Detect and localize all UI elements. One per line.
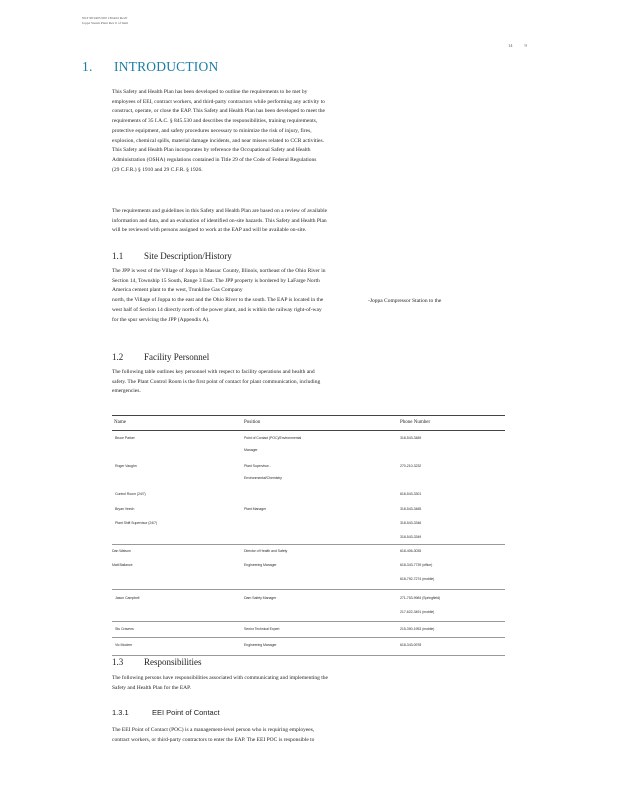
table-cell-position: Senior Technical Expert xyxy=(244,627,280,631)
text-line: north, the Village of Joppa to the east and the Ohio River to the south. The EAP is located in the xyxy=(112,297,324,304)
section-heading-introduction xyxy=(82,59,218,75)
column-header-position: Position xyxy=(244,420,261,425)
section-heading-responsibilities xyxy=(112,657,202,667)
table-cell-phone: 618-543-3301 xyxy=(400,492,422,496)
text-line: This Safety and Health Plan incorporates by reference the Occupational Safety and Health xyxy=(112,147,311,154)
table-cell-phone: 217-622-3491 (mobile) xyxy=(400,610,435,614)
section-number: 1. xyxy=(82,59,93,74)
text-line: Administration (OSHA) regulations contained in Title 29 of the Code of Federal Regulations xyxy=(112,156,317,163)
table-cell-position: Dam Safety Manager xyxy=(244,596,277,600)
text-line: for the spur servicing the JPP (Appendix A). xyxy=(112,316,210,323)
section-title: Facility Personnel xyxy=(144,352,210,362)
text-line: The requirements and guidelines in this Safety and Health Plan are based on a review of available xyxy=(112,208,328,214)
text-line: The JPP is west of the Village of Joppa in Massac County, Illinois, northeast of the Ohio River in xyxy=(112,268,326,274)
table-header xyxy=(112,415,505,431)
table-cell-name: Vic Modeer xyxy=(115,643,133,647)
section-heading-site-description xyxy=(112,251,232,261)
table-bottom-border xyxy=(112,655,505,656)
text-line: Section 14, Township 15 South, Range 3 East. The JPP property is bordered by LaFarge North xyxy=(112,277,320,284)
table-cell-name: Plant Shift Supervisor (24/7) xyxy=(115,521,158,525)
section-title: Responsibilities xyxy=(144,657,202,667)
column-header-name: Name xyxy=(114,420,126,425)
table-cell-name: Bryan Veech xyxy=(115,507,135,511)
table-cell-phone: 618-406-3035 xyxy=(400,549,422,553)
facility-personnel-paragraph xyxy=(112,368,368,397)
table-cell-name: Dan Watson xyxy=(112,549,131,553)
eei-poc-paragraph xyxy=(112,726,368,745)
table-cell-name: Roger Vaughn xyxy=(115,464,137,468)
text-line: The following persons have responsibilities associated with communicating and implementing the xyxy=(112,675,328,681)
section-heading-facility-personnel xyxy=(112,352,209,362)
text-line: America cement plant to the west, Trunkline Gas Company xyxy=(112,287,243,294)
text-line: (29 C.F.R.) § 1910 and 29 C.F.R. § 1926. xyxy=(112,166,203,173)
section-number: 1.3 xyxy=(112,657,124,667)
section-title: Site Description/History xyxy=(144,251,232,261)
text-line: safety. The Plant Control Room is the first point of contact for plant communication, including xyxy=(112,378,321,385)
header-line-2: Joppa Steam Plant Rev 0 of Item xyxy=(82,21,129,25)
text-line: -Joppa Compressor Station to the xyxy=(368,297,442,304)
intro-paragraph-1 xyxy=(112,88,368,175)
text-line: The following table outlines key personnel with respect to facility operations and health and xyxy=(112,369,315,375)
site-description-paragraph xyxy=(112,267,382,325)
table-cell-position: Director of Health and Safety xyxy=(244,549,288,553)
text-line: information and data, and an evaluation of identified on-site hazards. This Safety and Health Plan xyxy=(112,217,327,224)
table-cell-name: Stu Cravens xyxy=(115,627,134,631)
table-row-divider xyxy=(112,637,505,638)
text-line: Safety and Health Plan for the EAP. xyxy=(112,684,191,691)
table-cell-phone: 618-343-0978 xyxy=(400,643,422,647)
table-cell-phone: 318-543-3485 xyxy=(400,507,422,511)
text-line: explosion, chemical spills, material damage incidents, and near misses related to CCR activities. xyxy=(112,137,324,144)
site-description-floating-text xyxy=(368,297,478,307)
table-cell-name: Matt Ballance xyxy=(112,563,133,567)
section-number: 1.1 xyxy=(112,251,124,261)
table-cell-name: Control Room (24/7) xyxy=(115,492,146,496)
running-header xyxy=(82,16,128,26)
table-cell-phone: 618-343-7739 (office) xyxy=(400,563,433,567)
text-line: emergencies. xyxy=(112,388,141,395)
table-cell-phone: 318-543-3489 xyxy=(400,436,422,440)
intro-paragraph-2 xyxy=(112,207,368,236)
page-total: 9 xyxy=(524,43,527,48)
section-title: INTRODUCTION xyxy=(114,59,219,74)
table-cell-phone: 618-792-7274 (mobile) xyxy=(400,577,435,581)
page-number xyxy=(508,43,539,48)
text-line: The EEI Point of Contact (POC) is a management-level person who is requiring employees, xyxy=(112,727,315,733)
table-cell-position: Engineering Manager xyxy=(244,563,277,567)
text-line: construct, operate, or close the EAP. This Safety and Health Plan has been developed to meet the xyxy=(112,108,325,115)
table-cell-phone: 318-543-3349 xyxy=(400,535,422,539)
column-header-phone: Phone Number xyxy=(400,420,431,425)
table-cell-name: Bruce Parker xyxy=(115,436,135,440)
table-row-divider xyxy=(112,589,505,590)
text-line: This Safety and Health Plan has been developed to outline the requirements to be met by xyxy=(112,89,308,95)
personnel-table xyxy=(112,415,505,661)
header-line-1: NLT 98 0405 000 130A02 Rev0 xyxy=(82,16,128,20)
responsibilities-paragraph xyxy=(112,674,368,693)
section-number: 1.2 xyxy=(112,352,124,362)
section-number: 1.3.1 xyxy=(112,708,129,717)
text-line: contract workers, or third-party contractors to enter the EAP. The EEI POC is responsible to xyxy=(112,736,315,743)
table-cell-position: Engineering Manager xyxy=(244,643,277,647)
table-cell-phone: 318-543-3346 xyxy=(400,521,422,525)
table-cell-position: Point of Contact (POC)/Environmental xyxy=(244,436,302,440)
text-line: requirements of 35 I.A.C. § 845.530 and describes the responsibilities, training requirements, xyxy=(112,118,318,125)
text-line: protective equipment, and safety procedures necessary to minimize the risk of injury, fires, xyxy=(112,127,312,134)
table-row-divider xyxy=(112,544,505,545)
text-line: west half of Section 14 directly north of the power plant, and is within the railway right-of-way xyxy=(112,306,322,313)
table-cell-position: Environmental/Chemistry xyxy=(244,476,282,480)
table-cell-position: Plant Manager xyxy=(244,507,267,511)
section-title: EEI Point of Contact xyxy=(152,708,220,717)
table-cell-name: Jason Campbell xyxy=(115,596,140,600)
text-line: will be reviewed with persons assigned to work at the EAP and will be available on-site. xyxy=(112,227,307,234)
text-line: employees of EEI, contract workers, and third-party contractors while performing any activity to xyxy=(112,98,325,105)
table-row-divider xyxy=(112,621,505,622)
table-cell-phone: 271-753-9984 (Springfield) xyxy=(400,596,441,600)
table-cell-position: Manager xyxy=(244,448,258,452)
section-heading-eei-point-of-contact xyxy=(112,708,220,717)
table-cell-position: Plant Supervisor - xyxy=(244,464,271,468)
table-body xyxy=(112,431,505,661)
table-cell-phone: 270-210-3232 xyxy=(400,464,422,468)
table-cell-phone: 215-390-1953 (mobile) xyxy=(400,627,435,631)
page-current: 14 xyxy=(508,43,513,48)
